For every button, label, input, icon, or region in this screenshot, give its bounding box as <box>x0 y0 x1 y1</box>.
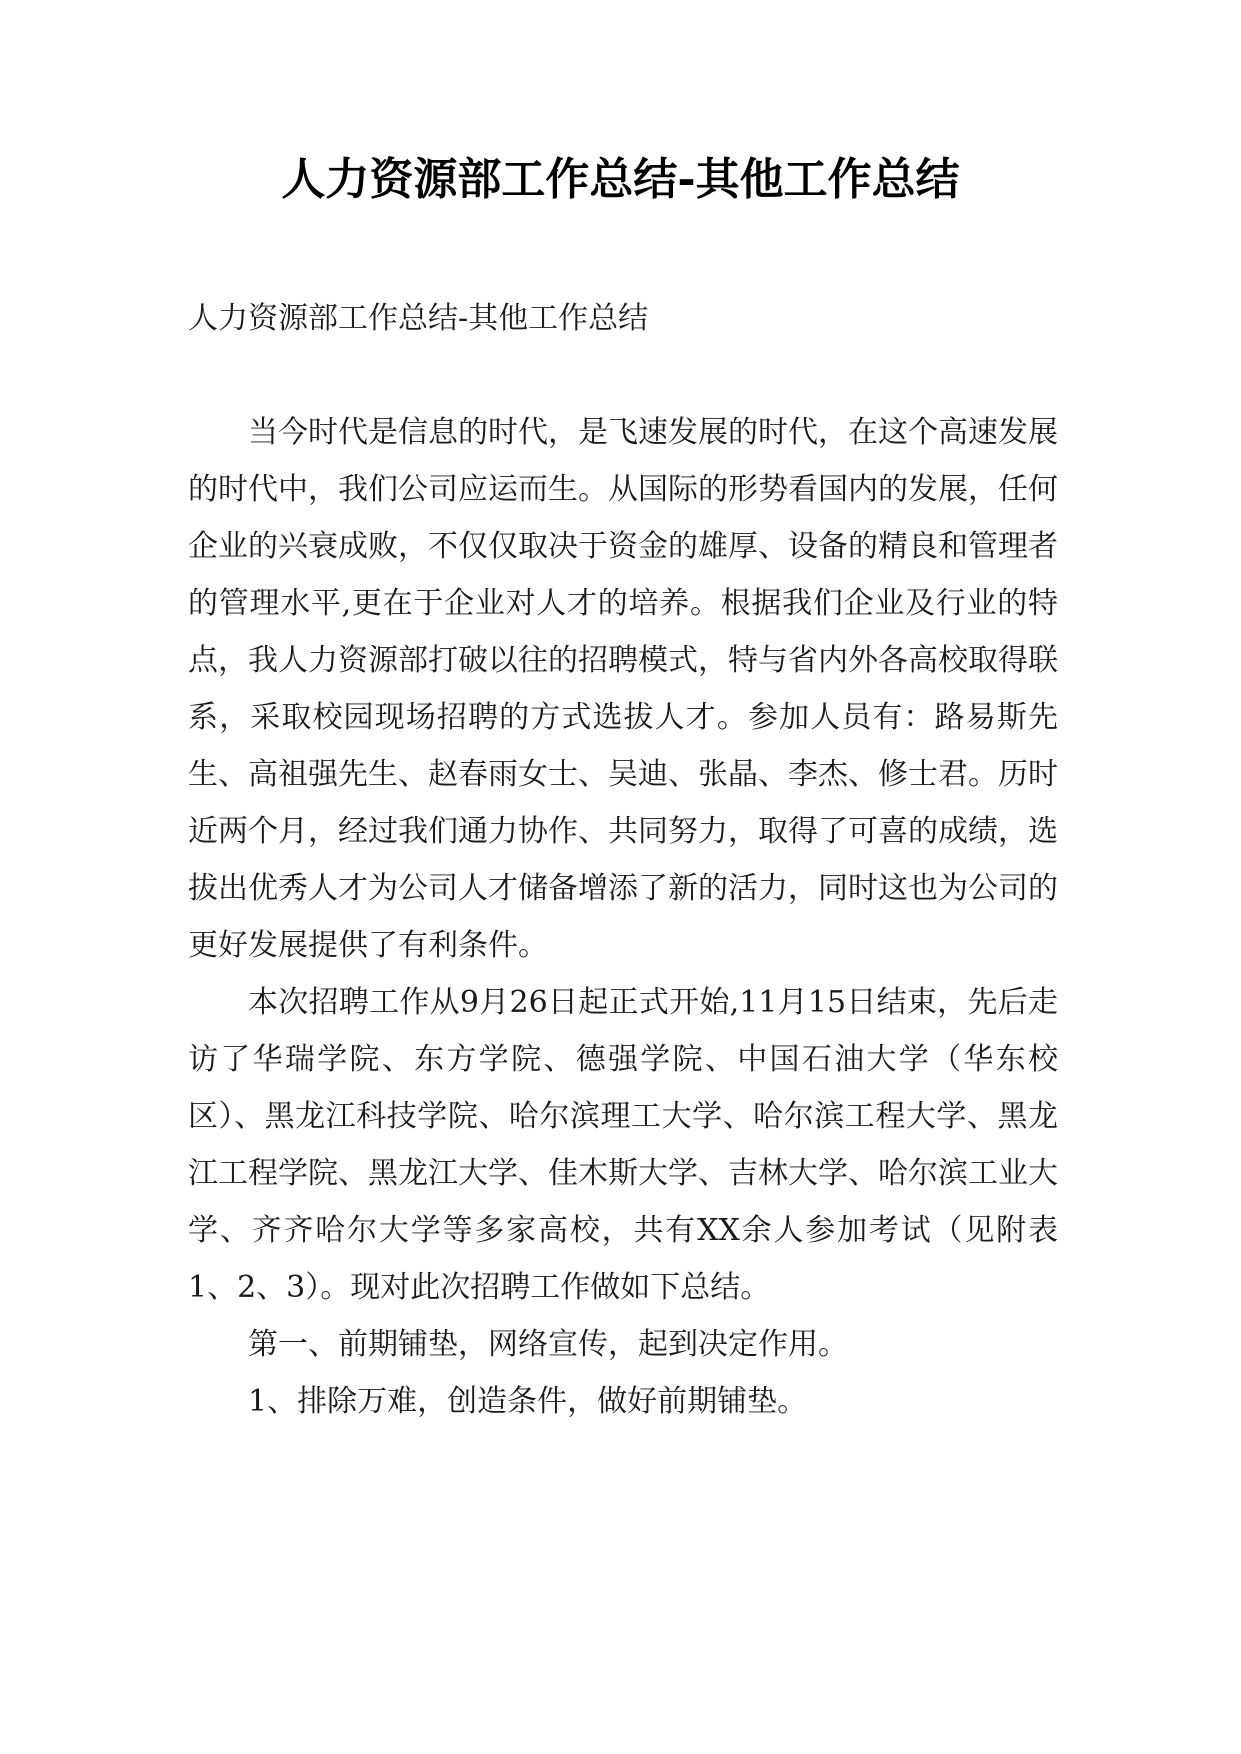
document-title: 人力资源部工作总结-其他工作总结 <box>281 154 960 205</box>
document-body <box>188 404 1058 1430</box>
paragraph-section-heading: 第一、前期铺垫，网络宣传，起到决定作用。 <box>248 1327 848 1362</box>
paragraph-intro: 当今时代是信息的时代，是飞速发展的时代，在这个高速发展的时代中，我们公司应运而生。从国际的形势看国内的发展，任何企业的兴衰成败，不仅仅取决于资金的雄厚、设备的精良和管理者的管理水平,更在于企业对人才的培养。根据我们企业及行业的特点，我人力资源部打破以往的招聘模式，特与省内外各高校取得联系，采取校园现场招聘的方式选拔人才。参加人员有：路易斯先生、高祖强先生、赵春雨女士、吴迪、张晶、李杰、修士君。历时近两个月，经过我们通力协作、共同努力，取得了可喜的成绩，选拔出优秀人才为公司人才储备增添了新的活力，同时这也为公司的更好发展提供了有利条件。 <box>188 415 1058 963</box>
paragraph-list-item: 1、排除万难，创造条件，做好前期铺垫。 <box>248 1384 808 1419</box>
document-subtitle: 人力资源部工作总结-其他工作总结 <box>188 301 649 336</box>
paragraph-recruitment: 本次招聘工作从9月26日起正式开始,11月15日结束，先后走访了华瑞学院、东方学院、德强学院、中国石油大学（华东校区）、黑龙江科技学院、哈尔滨理工大学、哈尔滨工程大学、黑龙江工程学院、黑龙江大学、佳木斯大学、吉林大学、哈尔滨工业大学、齐齐哈尔大学等多家高校，共有XX余人参加考试（见附表1、2、3）。现对此次招聘工作做如下总结。 <box>188 985 1058 1305</box>
